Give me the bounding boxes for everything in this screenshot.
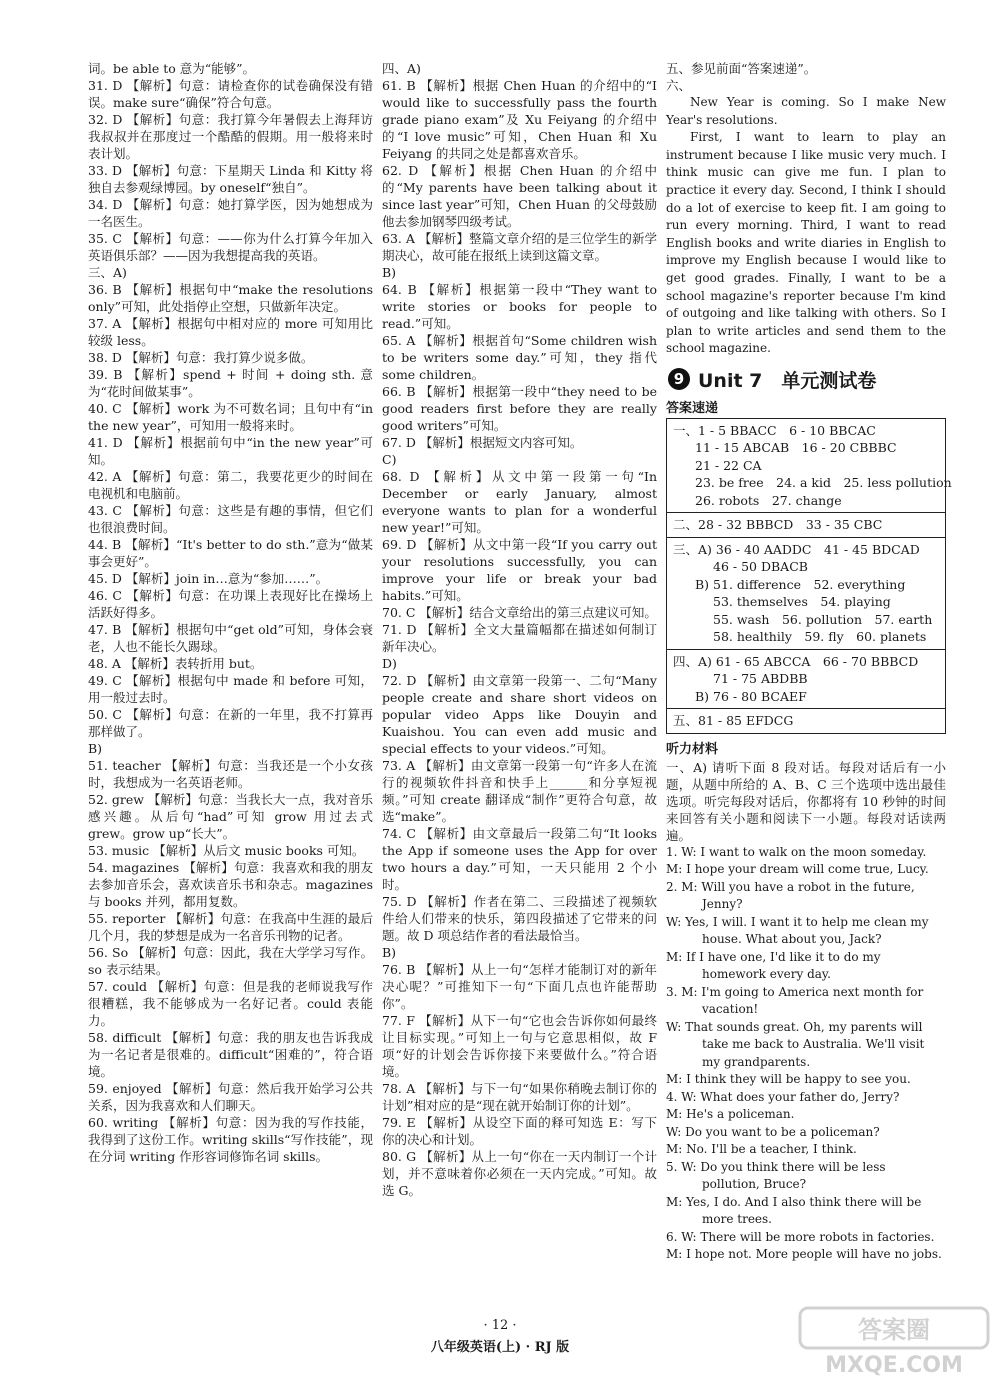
section-heading: B): [382, 265, 397, 280]
answer-line: 21 - 22 CA: [695, 457, 762, 473]
answer-line: 58. healthily 59. fly 60. planets: [713, 629, 927, 645]
answer-item: 52. grew 【解析】句意：当我长大一点，我对音乐感兴趣。从后句“had”可知 grow 用过去式 grew。grow up“长大”。: [88, 792, 373, 841]
dialogue-line: W: Yes, I will. I want it to help me clean my house. What about you, Jack?: [666, 914, 929, 947]
answer-item: 60. writing 【解析】句意：因为我的写作技能，我得到了这份工作。writing skills“写作技能”，现在分词 writing 作形容词修饰名词 skills。: [88, 1115, 373, 1164]
dialogue-line: 1. W: I want to walk on the moon someday.: [666, 844, 927, 859]
answer-item: 46. C 【解析】句意：在功课上表现好比在操场上活跃好得多。: [88, 588, 373, 620]
answer-item: 31. D 【解析】句意：请检查你的试卷确保没有错误。make sure“确保”符合句意。: [88, 78, 373, 110]
section-heading: C): [382, 452, 397, 467]
answer-line: 53. themselves 54. playing: [713, 594, 891, 610]
watermark-logo: [794, 1302, 994, 1380]
answer-item: 40. C 【解析】work 为不可数名词；且句中有“in the new year”，可知用一般将来时。: [88, 401, 373, 433]
answer-item: 77. F 【解析】从下一句“它也会告诉你如何最终让目标实现。”可知上一句与它意思相似，故 F 项“好的计划会告诉你接下来要做什么。”符合语境。: [382, 1013, 657, 1079]
dialogue-line: 2. M: Will you have a robot in the future, Jenny?: [666, 879, 915, 912]
page-number: · 12 ·: [483, 1318, 517, 1333]
answer-item: 48. A 【解析】表转折用 but。: [88, 656, 263, 671]
dialogue-line: 5. W: Do you think there will be less pollution, Bruce?: [666, 1159, 886, 1192]
book-title: 八年级英语(上) · RJ 版: [430, 1340, 570, 1355]
answer-row: [667, 513, 945, 538]
answer-row: [667, 538, 945, 650]
section-heading: B): [382, 945, 397, 960]
column-middle: [382, 60, 657, 1199]
section-heading: 三、A): [88, 265, 127, 280]
dialogue-line: 3. M: I'm going to America next month for vacation!: [666, 984, 924, 1017]
dialogue-line: M: Yes, I do. And I also think there will be more trees.: [666, 1194, 922, 1227]
answer-line: 26. robots 27. change: [695, 492, 842, 508]
answer-item: 45. D 【解析】join in…意为“参加……”。: [88, 571, 329, 586]
answer-line: B) 76 - 80 BCAEF: [695, 688, 807, 704]
answer-line: 四、A) 61 - 65 ABCCA 66 - 70 BBBCD: [673, 653, 919, 669]
answer-item: 42. A 【解析】句意：第二，我要花更少的时间在电视机和电脑前。: [88, 469, 373, 501]
dialogue-line: M: No. I'll be a teacher, I think.: [666, 1142, 857, 1157]
answer-item: 61. B 【解析】根据 Chen Huan 的介绍中的“I would like to successfully pass the fourth grade piano exam”及 Xu Feiyang 的介绍中的“I love music”可知，Chen Huan 和 Xu Feiyang 的共同之处是都喜欢音乐。: [382, 78, 657, 161]
listening-intro: 一、A) 请听下面 8 段对话。每段对话后有一小题，从题中所给的 A、B、C 三个选项中选出最佳选项。听完每段对话后，你都将有 10 秒钟的时间来回答有关小题和阅读下一小题。每段对话读两遍。: [666, 759, 946, 843]
answer-item: 75. D 【解析】作者在第二、三段描述了视频软件给人们带来的快乐，第四段描述了它带来的问题。故 D 项总结作者的看法最恰当。: [382, 894, 657, 943]
answer-item: 58. difficult 【解析】句意：我的朋友也告诉我成为一名记者是很难的。difficult“困难的”，符合语境。: [88, 1030, 373, 1079]
svg-text:MXQE.COM: MXQE.COM: [825, 1353, 963, 1378]
dialogue-line: W: That sounds great. Oh, my parents will take me back to Australia. We'll visit my grandparents.: [666, 1019, 925, 1069]
section-heading: B): [88, 741, 103, 756]
answer-item: 76. B 【解析】从上一句“怎样才能制订对的新年决心呢？”可推知下一句“下面几点也许能帮助你”。: [382, 962, 657, 1011]
answer-line: B) 51. difference 52. everything: [695, 576, 906, 592]
unit-number-badge: 9: [668, 368, 690, 390]
answer-item: 43. C 【解析】句意：这些是有趣的事情，但它们也很浪费时间。: [88, 503, 373, 535]
section-heading: 六、: [666, 78, 692, 93]
answer-item: 65. A 【解析】根据首句“Some children wish to be writers some day.”可知，they 指代 some children。: [382, 333, 657, 382]
answer-line: 一、1 - 5 BBACC 6 - 10 BBCAC: [673, 422, 876, 438]
answer-item: 词。be able to 意为“能够”。: [88, 61, 255, 76]
answer-item: 72. D 【解析】由文章第一段第一、二句“Many people create and share short videos on popular video Apps like Douyin and Kuaishou. You can even add music and special effects to your videos.”可知。: [382, 673, 657, 756]
essay-paragraph: New Year is coming. So I make New Year's resolutions.: [666, 95, 946, 127]
answer-item: 51. teacher 【解析】句意：当我还是一个小女孩时，我想成为一名英语老师。: [88, 758, 373, 790]
answer-item: 80. G 【解析】从上一句“你在一天内制订一个计划，并不意味着你必须在一天内完成。”可知。故选 G。: [382, 1149, 657, 1198]
essay-paragraph: First, I want to learn to play an instrument because I like music very much. I think music can give me fun. I plan to practice it every day. Second, I think I should do a lot of exercise to keep fit. I am going to run every morning. Third, I want to read English books and write diaries in English to improve my English because I would like to get good grades. Finally, I want to be a school magazine's reporter because I'm kind of outgoing and like talking with others. So I plan to write articles and send them to the school magazine.: [666, 130, 946, 356]
answer-item: 37. A 【解析】根据句中相对应的 more 可知用比较级 less。: [88, 316, 373, 348]
answer-line: 五、81 - 85 EFDCG: [673, 713, 794, 729]
answer-item: 78. A 【解析】与下一句“如果你稍晚去制订你的计划”相对应的是“现在就开始制订你的计划”。: [382, 1081, 657, 1113]
answer-item: 73. A 【解析】由文章第一段第一句“许多人在流行的视频软件抖音和快手上______和分享短视频。”可知 create 翻译成“制作”更符合句意，故选“make”。: [382, 758, 657, 824]
dialogue-line: 4. W: What does your father do, Jerry?: [666, 1089, 900, 1104]
answer-line: 11 - 15 ABCAB 16 - 20 CBBBC: [695, 440, 897, 456]
dialogue-line: W: Do you want to be a policeman?: [666, 1124, 880, 1139]
dialogue-line: M: He's a policeman.: [666, 1107, 795, 1122]
answer-item: 49. C 【解析】根据句中 made 和 before 可知，用一般过去时。: [88, 673, 373, 705]
answer-line: 71 - 75 ABDBB: [713, 671, 808, 687]
answer-line: 55. wash 56. pollution 57. earth: [713, 611, 933, 627]
answer-item: 50. C 【解析】句意：在新的一年里，我不打算再那样做了。: [88, 707, 373, 739]
answer-item: 68. D 【解析】从文中第一段第一句“In December or early January, almost everyone wants to plan for a wonderful new year!”可知。: [382, 469, 657, 535]
answer-item: 59. enjoyed 【解析】句意：然后我开始学习公共关系，因为我喜欢和人们聊天。: [88, 1081, 373, 1113]
answer-item: 47. B 【解析】根据句中“get old”可知，身体会衰老，人也不能长久踢球。: [88, 622, 373, 654]
unit-title-text: Unit 7 单元测试卷: [698, 369, 877, 392]
answer-item: 35. C 【解析】句意：——你为什么打算今年加入英语俱乐部？——因为我想提高我的英语。: [88, 231, 373, 263]
answer-item: 70. C 【解析】结合文章给出的第三点建议可知。: [382, 605, 657, 620]
answers-label: 答案速递: [666, 400, 719, 416]
answer-item: 64. B 【解析】根据第一段中“They want to write stories or books for people to read.”可知。: [382, 282, 657, 331]
answer-item: 36. B 【解析】根据句中“make the resolutions only”可知，此处指停止空想，只做新年决定。: [88, 282, 373, 314]
column-left: [88, 60, 373, 1165]
answer-item: 53. music 【解析】从后文 music books 可知。: [88, 843, 365, 858]
dialogue-line: M: If I have one, I'd like it to do my homework every day.: [666, 949, 881, 982]
answer-row: [667, 709, 945, 733]
answer-line: 二、28 - 32 BBBCD 33 - 35 CBC: [673, 517, 883, 533]
answer-item: 56. So 【解析】句意：因此，我在大学学习写作。so 表示结果。: [88, 945, 373, 977]
answer-item: 41. D 【解析】根据前句中“in the new year”可知。: [88, 435, 373, 467]
answer-item: 63. A 【解析】整篇文章介绍的是三位学生的新学期决心，故可能在报纸上读到这篇文章。: [382, 231, 657, 263]
answer-item: 71. D 【解析】全文大量篇幅都在描述如何制订新年决心。: [382, 622, 657, 654]
answer-item: 57. could 【解析】句意：但是我的老师说我写作很糟糕，我不能够成为一名好记者。could 表能力。: [88, 979, 373, 1028]
answer-item: 79. E 【解析】从设空下面的释可知选 E：写下你的决心和计划。: [382, 1115, 657, 1147]
answer-item: 34. D 【解析】句意：她打算学医，因为她想成为一名医生。: [88, 197, 373, 229]
answer-line: 46 - 50 DBACB: [713, 559, 808, 575]
column-right: [666, 60, 952, 1264]
answer-line: 三、A) 36 - 40 AADDC 41 - 45 BDCAD: [673, 541, 920, 557]
answer-item: 69. D 【解析】从文中第一段“If you carry out your resolutions successfully, you can improve your life or break your bad habits.”可知。: [382, 537, 657, 603]
dialogue-line: M: I hope not. More people will have no jobs.: [666, 1247, 942, 1262]
answer-item: 55. reporter 【解析】句意：在我高中生涯的最后几个月，我的梦想是成为一名音乐刊物的记者。: [88, 911, 373, 943]
dialogue-line: M: I think they will be happy to see you.: [666, 1072, 911, 1087]
answer-row: [667, 419, 952, 514]
answer-item: 32. D 【解析】句意：我打算今年暑假去上海拜访我叔叔并在那度过一个酷酷的假期。用一般将来时表计划。: [88, 112, 373, 161]
answer-row: [667, 650, 945, 710]
answer-item: 67. D 【解析】根据短文内容可知。: [382, 435, 583, 450]
answer-item: 62. D 【解析】根据 Chen Huan 的介绍中的“My parents have been talking about it since last year”可知，Chen Huan 的父母鼓励他去参加钢琴四级考试。: [382, 163, 657, 229]
svg-text:答案圈: 答案圈: [858, 1316, 930, 1344]
section-heading: 五、参见前面“答案速递”。: [666, 61, 817, 76]
answer-item: 39. B 【解析】spend + 时间 + doing sth. 意为“花时间做某事”。: [88, 367, 373, 399]
section-heading: D): [382, 656, 397, 671]
answer-line: 23. be free 24. a kid 25. less pollution: [695, 475, 952, 491]
answer-item: 44. B 【解析】“It's better to do sth.”意为“做某事会更好”。: [88, 537, 373, 569]
section-heading: 四、A): [382, 61, 421, 76]
answer-item: 54. magazines 【解析】句意：我喜欢和我的朋友去参加音乐会，喜欢读音乐书和杂志。magazines 与 books 并列，都用复数。: [88, 860, 373, 909]
answer-item: 38. D 【解析】句意：我打算少说多做。: [88, 350, 314, 365]
dialogue-line: M: I hope your dream will come true, Lucy.: [666, 862, 929, 877]
answer-item: 74. C 【解析】由文章最后一段第二句“It looks the App if someone uses the App for over two hours a day.”可知，一天只能用 2 个小时。: [382, 826, 657, 892]
answer-item: 66. B 【解析】根据第一段中“they need to be good readers first before they are really good writers”可知。: [382, 384, 657, 433]
dialogue-line: 6. W: There will be more robots in factories.: [666, 1229, 935, 1244]
answer-item: 33. D 【解析】句意：下星期天 Linda 和 Kitty 将独自去参观绿博园。by oneself“独自”。: [88, 163, 373, 195]
unit-title: [668, 366, 946, 393]
answer-box: [666, 418, 952, 734]
listening-label: 听力材料: [666, 741, 719, 757]
